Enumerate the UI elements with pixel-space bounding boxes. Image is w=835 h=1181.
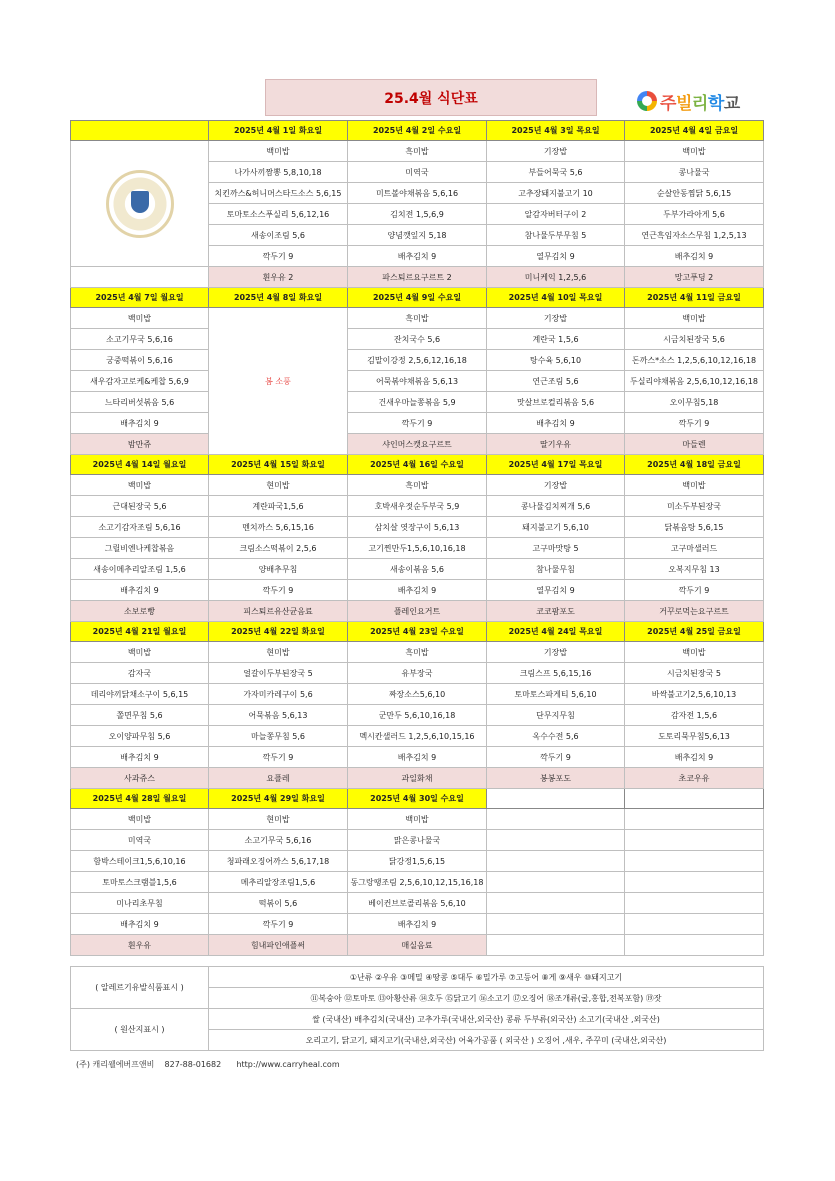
snack-item: 거꾸로먹는요구르트	[625, 601, 764, 622]
menu-item: 고추장돼지불고기 10	[487, 183, 625, 204]
snack-item: 샤인머스캣요구르트	[348, 434, 487, 455]
date-header: 2025년 4월 21일 월요일	[71, 622, 209, 642]
menu-item: 백미밥	[625, 475, 764, 496]
menu-item: 멕시칸샐러드 1,2,5,6,10,15,16	[348, 726, 487, 747]
menu-item: 크림스프 5,6,15,16	[487, 663, 625, 684]
snack-item: 파스퇴르요구르트 2	[348, 267, 487, 288]
menu-item: 배추김치 9	[625, 246, 764, 267]
menu-item: 흑미밥	[348, 475, 487, 496]
menu-item: 현미밥	[209, 809, 348, 830]
menu-item: 배추김치 9	[71, 914, 209, 935]
menu-item: 배추김치 9	[487, 413, 625, 434]
menu-item: 토마토스크램블1,5,6	[71, 872, 209, 893]
date-header: 2025년 4월 24일 목요일	[487, 622, 625, 642]
menu-row	[71, 350, 764, 371]
menu-row	[71, 872, 764, 893]
menu-item: 백미밥	[348, 809, 487, 830]
menu-item: 깍두기 9	[487, 747, 625, 768]
menu-item: 고구마샐러드	[625, 538, 764, 559]
snack-item: 코코팜포도	[487, 601, 625, 622]
menu-item: 깍두기 9	[625, 413, 764, 434]
snack-item: 미니케익 1,2,5,6	[487, 267, 625, 288]
menu-row	[71, 830, 764, 851]
menu-item	[625, 851, 764, 872]
menu-item: 배추김치 9	[71, 747, 209, 768]
menu-item: 양배추무침	[209, 559, 348, 580]
menu-item	[487, 830, 625, 851]
date-header: 2025년 4월 16일 수요일	[348, 455, 487, 475]
menu-item: 백미밥	[71, 475, 209, 496]
menu-row	[71, 496, 764, 517]
date-header: 2025년 4월 2일 수요일	[348, 121, 487, 141]
menu-item: 배추김치 9	[348, 580, 487, 601]
menu-item: 백미밥	[209, 141, 348, 162]
page-title: 25.4월 식단표	[265, 79, 597, 116]
menu-item: 계란파국1,5,6	[209, 496, 348, 517]
menu-item	[487, 893, 625, 914]
menu-item	[625, 914, 764, 935]
menu-item: 닭강정1,5,6,15	[348, 851, 487, 872]
snack-item: 사과쥬스	[71, 768, 209, 789]
menu-item: 미소두부된장국	[625, 496, 764, 517]
menu-item: 김말이강정 2,5,6,12,16,18	[348, 350, 487, 371]
menu-item: 돈까스*소스 1,2,5,6,10,12,16,18	[625, 350, 764, 371]
date-row	[71, 288, 764, 308]
snack-item: 과일화채	[348, 768, 487, 789]
date-header: 2025년 4월 15일 화요일	[209, 455, 348, 475]
menu-item: 닭볶음탕 5,6,15	[625, 517, 764, 538]
holiday-cell: 봄 소풍	[209, 308, 348, 455]
menu-item: 연근조림 5,6	[487, 371, 625, 392]
menu-item: 오이양파무침 5,6	[71, 726, 209, 747]
footer-phone: 827-88-01682	[164, 1060, 222, 1069]
date-header: 2025년 4월 25일 금요일	[625, 622, 764, 642]
menu-item: 베이컨브로콜리볶음 5,6,10	[348, 893, 487, 914]
menu-item: 시금치된장국 5,6	[625, 329, 764, 350]
footer	[76, 1059, 340, 1070]
menu-item: 토마토스파게티 5,6,10	[487, 684, 625, 705]
snack-row	[71, 935, 764, 956]
origin-line-1: 쌀 (국내산) 배추김치(국내산) 고추가루(국내산,외국산) 콩류 두부류(외국산) 소고기(국내산 ,외국산)	[209, 1009, 764, 1030]
menu-item: 부들어묵국 5,6	[487, 162, 625, 183]
menu-item: 계란국 1,5,6	[487, 329, 625, 350]
menu-row	[71, 329, 764, 350]
school-logo	[637, 88, 740, 114]
menu-item: 깍두기 9	[209, 914, 348, 935]
menu-item: 떡볶이 5,6	[209, 893, 348, 914]
menu-item: 참나물무침	[487, 559, 625, 580]
snack-item	[487, 935, 625, 956]
menu-item: 잔치국수 5,6	[348, 329, 487, 350]
menu-item: 배추김치 9	[625, 747, 764, 768]
date-header: 2025년 4월 29일 화요일	[209, 789, 348, 809]
menu-row	[71, 413, 764, 434]
menu-item: 쫄면무침 5,6	[71, 705, 209, 726]
menu-item: 기장밥	[487, 475, 625, 496]
menu-item: 순살안동찜닭 5,6,15	[625, 183, 764, 204]
menu-item: 미트볼야채볶음 5,6,16	[348, 183, 487, 204]
snack-item: 망고푸딩 2	[625, 267, 764, 288]
date-header: 2025년 4월 17일 목요일	[487, 455, 625, 475]
menu-item	[487, 872, 625, 893]
snack-item: 흰우유 2	[209, 267, 348, 288]
menu-item	[625, 872, 764, 893]
menu-item: 데리야끼닭채소구이 5,6,15	[71, 684, 209, 705]
menu-item: 열무김치 9	[487, 580, 625, 601]
menu-item: 현미밥	[209, 475, 348, 496]
date-header: 2025년 4월 1일 화요일	[209, 121, 348, 141]
menu-row	[71, 851, 764, 872]
menu-item: 치킨까스&허니머스타드소스 5,6,15	[209, 183, 348, 204]
snack-row	[71, 768, 764, 789]
menu-item: 백미밥	[71, 642, 209, 663]
date-header: 2025년 4월 11일 금요일	[625, 288, 764, 308]
menu-item: 깍두기 9	[209, 246, 348, 267]
menu-item: 깍두기 9	[209, 747, 348, 768]
menu-item: 현미밥	[209, 642, 348, 663]
date-header: 2025년 4월 4일 금요일	[625, 121, 764, 141]
snack-item: 힘내파인애플써	[209, 935, 348, 956]
date-header	[487, 789, 625, 809]
menu-item: 백미밥	[625, 308, 764, 329]
menu-item: 어묵볶야채볶음 5,6,13	[348, 371, 487, 392]
menu-row	[71, 747, 764, 768]
menu-item: 양념깻잎지 5,18	[348, 225, 487, 246]
menu-item: 기장밥	[487, 642, 625, 663]
menu-item: 얼갈이두부된장국 5	[209, 663, 348, 684]
menu-item: 토마토소스푸실리 5,6,12,16	[209, 204, 348, 225]
menu-item: 옥수수전 5,6	[487, 726, 625, 747]
menu-row	[71, 893, 764, 914]
date-header: 2025년 4월 28일 월요일	[71, 789, 209, 809]
snack-item: 마들렌	[625, 434, 764, 455]
origin-label: ( 원산지표시 )	[71, 1009, 209, 1051]
date-row	[71, 622, 764, 642]
menu-item: 시금치된장국 5	[625, 663, 764, 684]
menu-item: 청파래오징어까스 5,6,17,18	[209, 851, 348, 872]
snack-item: 봉봉포도	[487, 768, 625, 789]
snack-item: 딸기우유	[487, 434, 625, 455]
menu-item: 새송이볶음 5,6	[348, 559, 487, 580]
menu-item: 돼지불고기 5,6,10	[487, 517, 625, 538]
menu-item: 크림소스떡볶이 2,5,6	[209, 538, 348, 559]
footer-company: (주) 캐리웰에버프앤비	[76, 1060, 155, 1069]
menu-row	[71, 475, 764, 496]
allergy-line-2: ⑪복숭아 ⑫토마토 ⑬아황산류 ⑭호두 ⑮닭고기 ⑯소고기 ⑰오징어 ⑱조개류(굴,홍합,전복포함) ⑲잣	[209, 988, 764, 1009]
snack-item: 초코우유	[625, 768, 764, 789]
date-header: 2025년 4월 30일 수요일	[348, 789, 487, 809]
snack-item: 플레인요거트	[348, 601, 487, 622]
snack-item: 밤만쥬	[71, 434, 209, 455]
menu-item	[487, 809, 625, 830]
menu-item: 도토리묵무침5,6,13	[625, 726, 764, 747]
menu-item: 흑미밥	[348, 308, 487, 329]
menu-item: 근대된장국 5,6	[71, 496, 209, 517]
menu-item: 콩나물김치찌개 5,6	[487, 496, 625, 517]
menu-item: 맛살브로컬리볶음 5,6	[487, 392, 625, 413]
menu-item	[487, 851, 625, 872]
menu-item: 함박스테이크1,5,6,10,16	[71, 851, 209, 872]
snack-item: 피스퇴르유산균음료	[209, 601, 348, 622]
menu-item: 단무지무침	[487, 705, 625, 726]
menu-item: 깍두기 9	[625, 580, 764, 601]
menu-item: 배추김치 9	[348, 747, 487, 768]
school-emblem-icon	[106, 170, 174, 238]
menu-row	[71, 141, 764, 162]
menu-item: 감자국	[71, 663, 209, 684]
menu-row	[71, 517, 764, 538]
menu-item: 마늘쫑무침 5,6	[209, 726, 348, 747]
menu-item: 기장밥	[487, 308, 625, 329]
menu-item: 고구마맛탕 5	[487, 538, 625, 559]
menu-item	[487, 914, 625, 935]
menu-item: 배추김치 9	[71, 413, 209, 434]
menu-item: 소고기무국 5,6,16	[71, 329, 209, 350]
menu-item: 배추김치 9	[71, 580, 209, 601]
menu-item: 두부가라아게 5,6	[625, 204, 764, 225]
allergy-label: ( 알레르기유발식품표시 )	[71, 967, 209, 1009]
menu-item: 기장밥	[487, 141, 625, 162]
menu-item: 참나물두부무침 5	[487, 225, 625, 246]
menu-item: 맑은콩나물국	[348, 830, 487, 851]
origin-line-2: 오리고기, 닭고기, 돼지고기(국내산,외국산) 어육가공품 ( 외국산 ) 오징어 ,새우, 주꾸미 (국내산,외국산)	[209, 1030, 764, 1051]
menu-item: 소고기감자조림 5,6,16	[71, 517, 209, 538]
menu-item: 짜장소스5,6,10	[348, 684, 487, 705]
menu-item: 궁중떡볶이 5,6,16	[71, 350, 209, 371]
date-header: 2025년 4월 10일 목요일	[487, 288, 625, 308]
school-emblem	[71, 141, 209, 267]
menu-item: 건새우마늘쫑볶음 5,9	[348, 392, 487, 413]
date-row	[71, 455, 764, 475]
info-table	[70, 966, 764, 1051]
meal-table	[70, 120, 764, 956]
snack-row	[71, 267, 764, 288]
date-header: 2025년 4월 14일 월요일	[71, 455, 209, 475]
date-header: 2025년 4월 18일 금요일	[625, 455, 764, 475]
menu-item: 미역국	[348, 162, 487, 183]
menu-item: 김치전 1,5,6,9	[348, 204, 487, 225]
date-row	[71, 121, 764, 141]
menu-item: 배추김치 9	[348, 246, 487, 267]
menu-item: 알감자버터구이 2	[487, 204, 625, 225]
menu-item: 바싹불고기2,5,6,10,13	[625, 684, 764, 705]
menu-row	[71, 580, 764, 601]
menu-item: 그릴비엔나케찹볶음	[71, 538, 209, 559]
menu-item: 오복지무침 13	[625, 559, 764, 580]
menu-item: 깍두기 9	[348, 413, 487, 434]
snack-item	[625, 935, 764, 956]
menu-item: 새송이메추리알조림 1,5,6	[71, 559, 209, 580]
menu-item: 백미밥	[625, 642, 764, 663]
menu-item: 가자미카레구이 5,6	[209, 684, 348, 705]
date-header: 2025년 4월 22일 화요일	[209, 622, 348, 642]
menu-item: 호박새우젓순두부국 5,9	[348, 496, 487, 517]
menu-row	[71, 726, 764, 747]
menu-item: 오이무침5,18	[625, 392, 764, 413]
menu-item: 나가사끼짬뽕 5,8,10,18	[209, 162, 348, 183]
menu-item: 흑미밥	[348, 141, 487, 162]
menu-item: 멘치까스 5,6,15,16	[209, 517, 348, 538]
logo-text: 주빌리학교	[660, 93, 740, 114]
menu-item: 어묵볶음 5,6,13	[209, 705, 348, 726]
footer-url: http://www.carryheal.com	[236, 1060, 340, 1069]
menu-item: 동그랑땡조림 2,5,6,10,12,15,16,18	[348, 872, 487, 893]
logo-icon	[637, 91, 657, 111]
date-header: 2025년 4월 3일 목요일	[487, 121, 625, 141]
menu-row	[71, 642, 764, 663]
date-header	[625, 789, 764, 809]
menu-item: 깍두기 9	[209, 580, 348, 601]
snack-item: 요플레	[209, 768, 348, 789]
menu-item: 고기찐만두1,5,6,10,16,18	[348, 538, 487, 559]
snack-item: 흰우유	[71, 935, 209, 956]
menu-row	[71, 684, 764, 705]
allergy-line-1: ①난류 ②우유 ③메밀 ④땅콩 ⑤대두 ⑥밀가루 ⑦고등어 ⑧게 ⑨새우 ⑩돼지고기	[209, 967, 764, 988]
menu-item: 배추김치 9	[348, 914, 487, 935]
menu-item: 느타리버섯볶음 5,6	[71, 392, 209, 413]
menu-row	[71, 559, 764, 580]
menu-item	[625, 830, 764, 851]
menu-item: 백미밥	[625, 141, 764, 162]
snack-item: 매실음료	[348, 935, 487, 956]
menu-item: 탕수육 5,6,10	[487, 350, 625, 371]
menu-row	[71, 663, 764, 684]
menu-item: 미역국	[71, 830, 209, 851]
menu-row	[71, 538, 764, 559]
menu-item: 백미밥	[71, 308, 209, 329]
menu-row	[71, 371, 764, 392]
snack-row	[71, 601, 764, 622]
menu-item: 연근흑임자소스무침 1,2,5,13	[625, 225, 764, 246]
menu-item: 미나리초무침	[71, 893, 209, 914]
menu-item: 흑미밥	[348, 642, 487, 663]
date-header	[71, 121, 209, 141]
menu-item: 감자전 1,5,6	[625, 705, 764, 726]
snack-item	[71, 267, 209, 288]
menu-item: 콩나물국	[625, 162, 764, 183]
menu-item: 새송이조림 5,6	[209, 225, 348, 246]
date-row	[71, 789, 764, 809]
menu-item: 메추리알장조림1,5,6	[209, 872, 348, 893]
menu-item: 삼치살 엿장구이 5,6,13	[348, 517, 487, 538]
menu-row	[71, 705, 764, 726]
menu-item	[625, 809, 764, 830]
menu-item	[625, 893, 764, 914]
menu-row	[71, 914, 764, 935]
date-header: 2025년 4월 9일 수요일	[348, 288, 487, 308]
menu-row	[71, 392, 764, 413]
snack-item: 소보로빵	[71, 601, 209, 622]
date-header: 2025년 4월 7일 월요일	[71, 288, 209, 308]
date-header: 2025년 4월 8일 화요일	[209, 288, 348, 308]
menu-row	[71, 809, 764, 830]
menu-item: 열무김치 9	[487, 246, 625, 267]
snack-row	[71, 434, 764, 455]
menu-item: 두실리야채볶음 2,5,6,10,12,16,18	[625, 371, 764, 392]
date-header: 2025년 4월 23일 수요일	[348, 622, 487, 642]
menu-item: 유부장국	[348, 663, 487, 684]
menu-item: 새우감자고로케&케찹 5,6,9	[71, 371, 209, 392]
menu-row	[71, 308, 764, 329]
menu-item: 백미밥	[71, 809, 209, 830]
menu-item: 소고기무국 5,6,16	[209, 830, 348, 851]
menu-item: 군만두 5,6,10,16,18	[348, 705, 487, 726]
